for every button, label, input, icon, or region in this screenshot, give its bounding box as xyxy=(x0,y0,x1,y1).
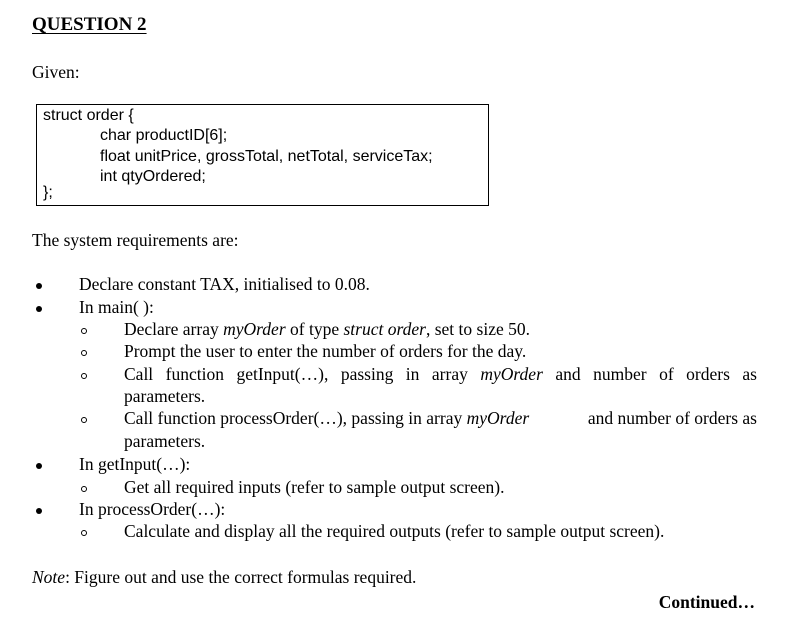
note: Note: Figure out and use the correct formulas required. xyxy=(32,567,417,587)
sub-bullet-icon xyxy=(81,350,87,356)
code-line-1: struct order { xyxy=(43,107,134,124)
req-main-sub-3-cont: parameters. xyxy=(124,386,206,406)
given-label: Given: xyxy=(32,62,80,82)
req-main-sub-3: Call function getInput(…), passing in array myOrder and number of orders as xyxy=(124,364,757,384)
bullet-icon xyxy=(36,283,42,289)
req-main-sub-4: Call function processOrder(…), passing in array myOrder and number of orders as xyxy=(124,408,757,428)
sub-bullet-icon xyxy=(81,417,87,423)
req-process: In processOrder(…): xyxy=(79,499,226,519)
req-main-sub-1: Declare array myOrder of type struct order, set to size 50. xyxy=(124,319,530,339)
sub-bullet-icon xyxy=(81,373,87,379)
req-process-sub: Calculate and display all the required outputs (refer to sample output screen). xyxy=(124,521,665,541)
bullet-icon xyxy=(36,306,42,312)
req-getinput-sub: Get all required inputs (refer to sample output screen). xyxy=(124,477,505,497)
req-main-sub-4-cont: parameters. xyxy=(124,431,206,451)
bullet-icon xyxy=(36,508,42,514)
question-title: QUESTION 2 xyxy=(32,14,147,35)
req-main-sub-2: Prompt the user to enter the number of orders for the day. xyxy=(124,341,527,361)
code-line-4: int qtyOrdered; xyxy=(100,168,206,185)
req-main: In main( ): xyxy=(79,297,154,317)
code-line-5: }; xyxy=(43,184,53,201)
sub-bullet-icon xyxy=(81,530,87,536)
req-getinput: In getInput(…): xyxy=(79,454,191,474)
req-tax: Declare constant TAX, initialised to 0.08. xyxy=(79,274,370,294)
code-line-2: char productID[6]; xyxy=(100,127,228,144)
continued-label: Continued… xyxy=(658,592,755,612)
struct-code-box xyxy=(36,104,489,206)
requirements-heading: The system requirements are: xyxy=(32,230,239,250)
code-line-3: float unitPrice, grossTotal, netTotal, serviceTax; xyxy=(100,148,433,165)
bullet-icon xyxy=(36,463,42,469)
sub-bullet-icon xyxy=(81,328,87,334)
sub-bullet-icon xyxy=(81,486,87,492)
